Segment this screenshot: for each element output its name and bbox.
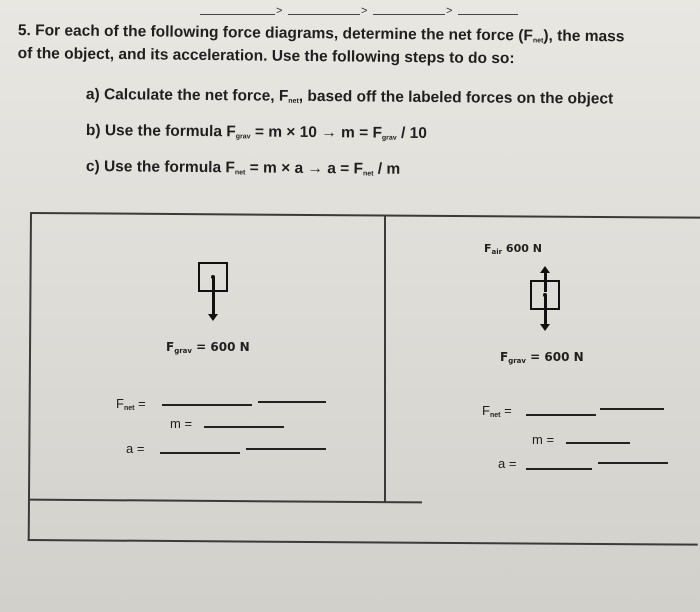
gravity-arrowhead-icon xyxy=(540,324,550,331)
fgrav-label: $F_{grav} = 600$ N xyxy=(166,340,250,355)
arrow-icon: > xyxy=(276,5,283,17)
step-c: c) Use the formula $F_{net} = m \times a \to a = F_{net} / m$ xyxy=(85,158,401,178)
heading-line1: 5. For each of the following force diagrams, determine the net force $(F_{net})$, the mass xyxy=(17,22,625,46)
accel-prompt: a = xyxy=(126,441,145,456)
fnet-answer-blank[interactable] xyxy=(526,414,596,416)
heading-line2: of the object, and its acceleration. Use the following steps to do so: xyxy=(17,44,515,68)
fair-label: $F_{air}$ 600 N xyxy=(484,242,542,256)
top-blank-line xyxy=(458,14,518,15)
mass-prompt: m = xyxy=(532,432,555,447)
accel-prompt: a = xyxy=(498,456,517,471)
arrow-icon: > xyxy=(361,5,368,17)
step-a: a) Calculate the net force, $F_{net}$, based off the labeled forces on the object xyxy=(85,86,614,108)
fnet-prompt: $F_{net}$ = xyxy=(482,403,512,419)
table-divider xyxy=(384,216,386,502)
accel-direction-blank[interactable] xyxy=(598,462,668,464)
top-blank-line xyxy=(373,14,445,15)
step-b: b) Use the formula $F_{grav} = m \times 10 \to m = F_{grav} / 10$ xyxy=(85,122,428,142)
accel-answer-blank[interactable] xyxy=(160,452,240,454)
fnet-prompt: $F_{net}$ = xyxy=(116,396,146,412)
mass-prompt: m = xyxy=(170,416,193,431)
top-blank-line xyxy=(288,14,360,15)
fnet-direction-blank[interactable] xyxy=(258,401,326,403)
question-heading xyxy=(18,22,658,70)
fnet-direction-blank[interactable] xyxy=(600,408,664,410)
accel-direction-blank[interactable] xyxy=(246,448,326,450)
fgrav-label: $F_{grav} = 600$ N xyxy=(500,350,584,365)
gravity-arrow-line xyxy=(544,295,547,325)
arrow-icon: > xyxy=(446,5,453,17)
fnet-answer-blank[interactable] xyxy=(162,404,252,406)
gravity-arrowhead-icon xyxy=(208,314,218,321)
mass-answer-blank[interactable] xyxy=(204,426,284,428)
accel-answer-blank[interactable] xyxy=(526,468,592,470)
diagram-table xyxy=(28,212,700,546)
mass-answer-blank[interactable] xyxy=(566,442,630,444)
gravity-arrow-line xyxy=(212,277,215,315)
top-blank-line xyxy=(200,14,275,15)
